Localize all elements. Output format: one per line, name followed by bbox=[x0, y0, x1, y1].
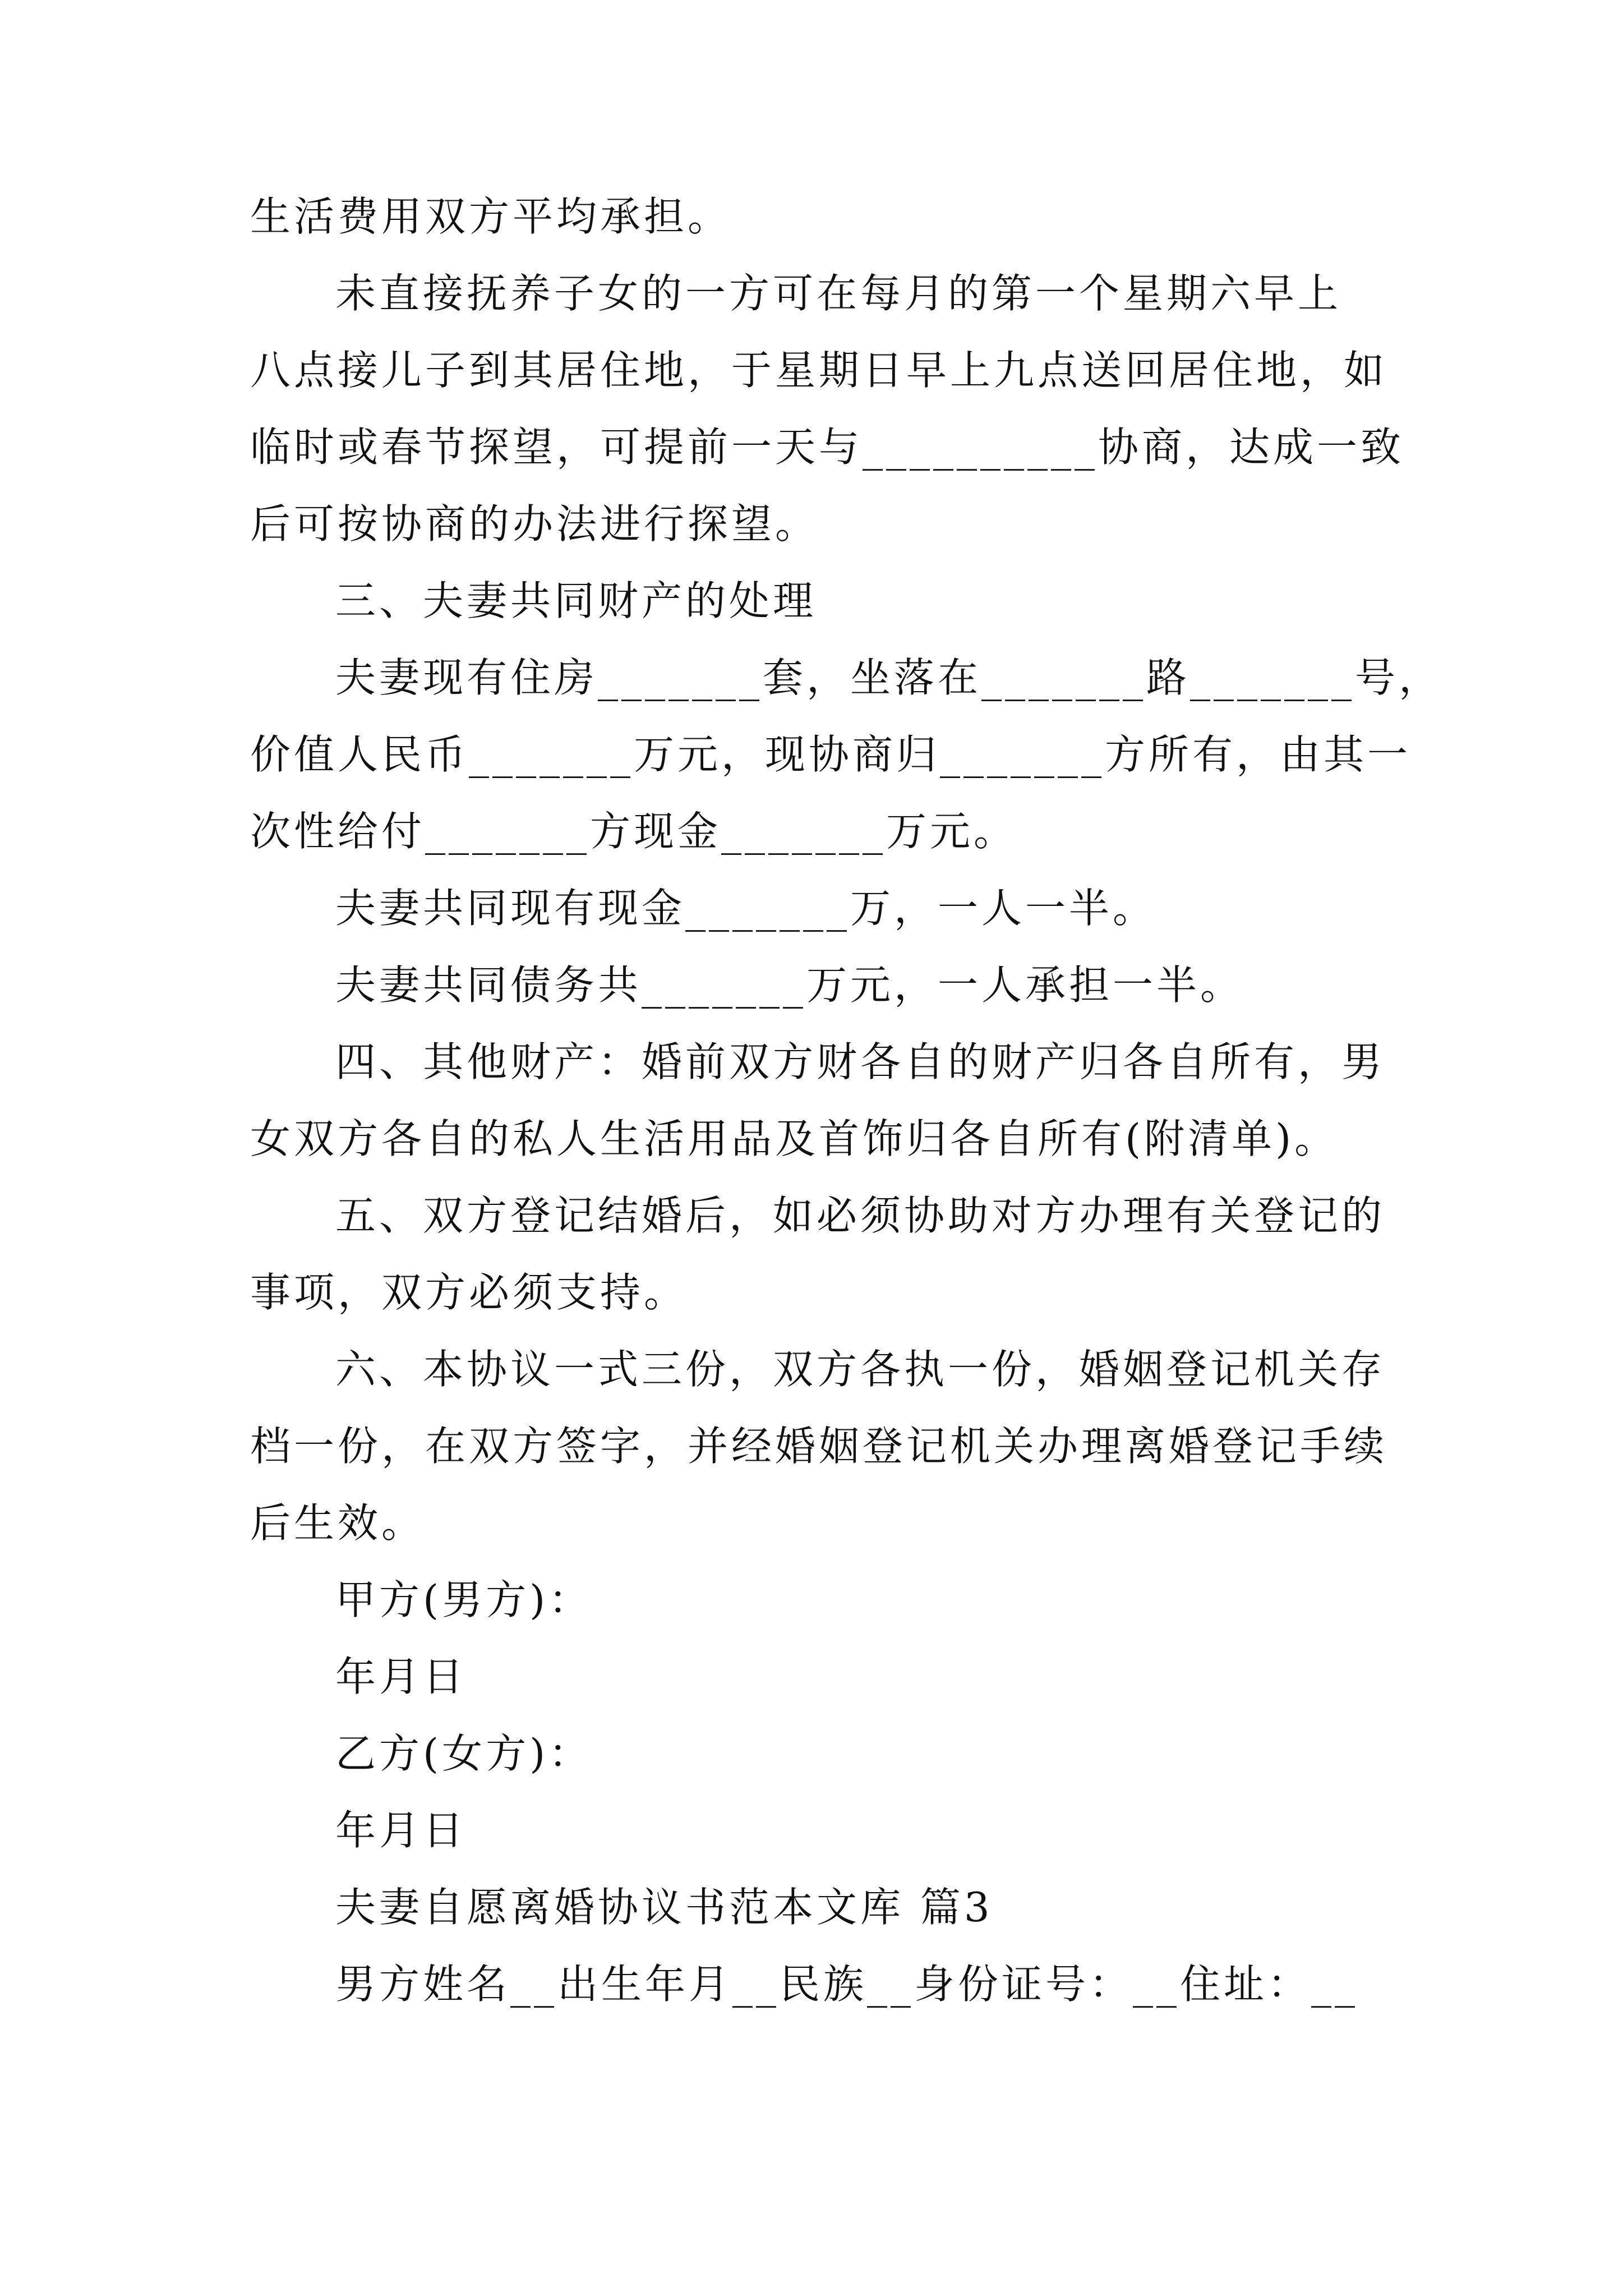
paragraph-line: 未直接抚养子女的一方可在每月的第一个星期六早上 bbox=[335, 270, 1342, 317]
paragraph-line: 档一份，在双方签字，并经婚姻登记机关办理离婚登记手续 bbox=[250, 1423, 1388, 1470]
signature-date-b: 年月日 bbox=[335, 1807, 467, 1854]
document-body bbox=[250, 178, 1443, 2023]
paragraph-line: 六、本协议一式三份，双方各执一份，婚姻登记机关存 bbox=[335, 1346, 1386, 1393]
section-title: 夫妻自愿离婚协议书范本文库 篇3 bbox=[335, 1884, 993, 1931]
paragraph-line: 生活费用双方平均承担。 bbox=[250, 193, 732, 240]
section-heading: 三、夫妻共同财产的处理 bbox=[335, 577, 817, 624]
paragraph-line: 五、双方登记结婚后，如必须协助对方办理有关登记的 bbox=[335, 1192, 1386, 1239]
signature-party-a: 甲方(男方)： bbox=[335, 1576, 593, 1623]
paragraph-line: 八点接儿子到其居住地，于星期日早上九点送回居住地，如 bbox=[250, 347, 1388, 394]
paragraph-line: 夫妻现有住房_______套，坐落在_______路_______号， bbox=[335, 654, 1443, 701]
paragraph-line: 事项，双方必须支持。 bbox=[250, 1269, 688, 1316]
paragraph-line: 临时或春节探望，可提前一天与__________协商，达成一致 bbox=[250, 424, 1405, 471]
paragraph-line: 夫妻共同债务共_______万元，一人承担一半。 bbox=[335, 961, 1244, 1009]
paragraph-line: 夫妻共同现有现金_______万，一人一半。 bbox=[335, 885, 1157, 932]
paragraph-line: 男方姓名__出生年月__民族__身份证号：__住址：__ bbox=[335, 1961, 1359, 2008]
paragraph-line: 后可按协商的办法进行探望。 bbox=[250, 500, 819, 547]
signature-party-b: 乙方(女方)： bbox=[335, 1730, 593, 1777]
paragraph-line: 后生效。 bbox=[250, 1499, 426, 1547]
signature-date-a: 年月日 bbox=[335, 1653, 467, 1700]
paragraph-line: 女双方各自的私人生活用品及首饰归各自所有(附清单)。 bbox=[250, 1115, 1339, 1162]
paragraph-line: 四、其他财产：婚前双方财各自的财产归各自所有，男 bbox=[335, 1038, 1386, 1085]
paragraph-line: 次性给付_______方现金_______万元。 bbox=[250, 808, 1018, 855]
paragraph-line: 价值人民币_______万元，现协商归_______方所有，由其一 bbox=[250, 731, 1412, 778]
